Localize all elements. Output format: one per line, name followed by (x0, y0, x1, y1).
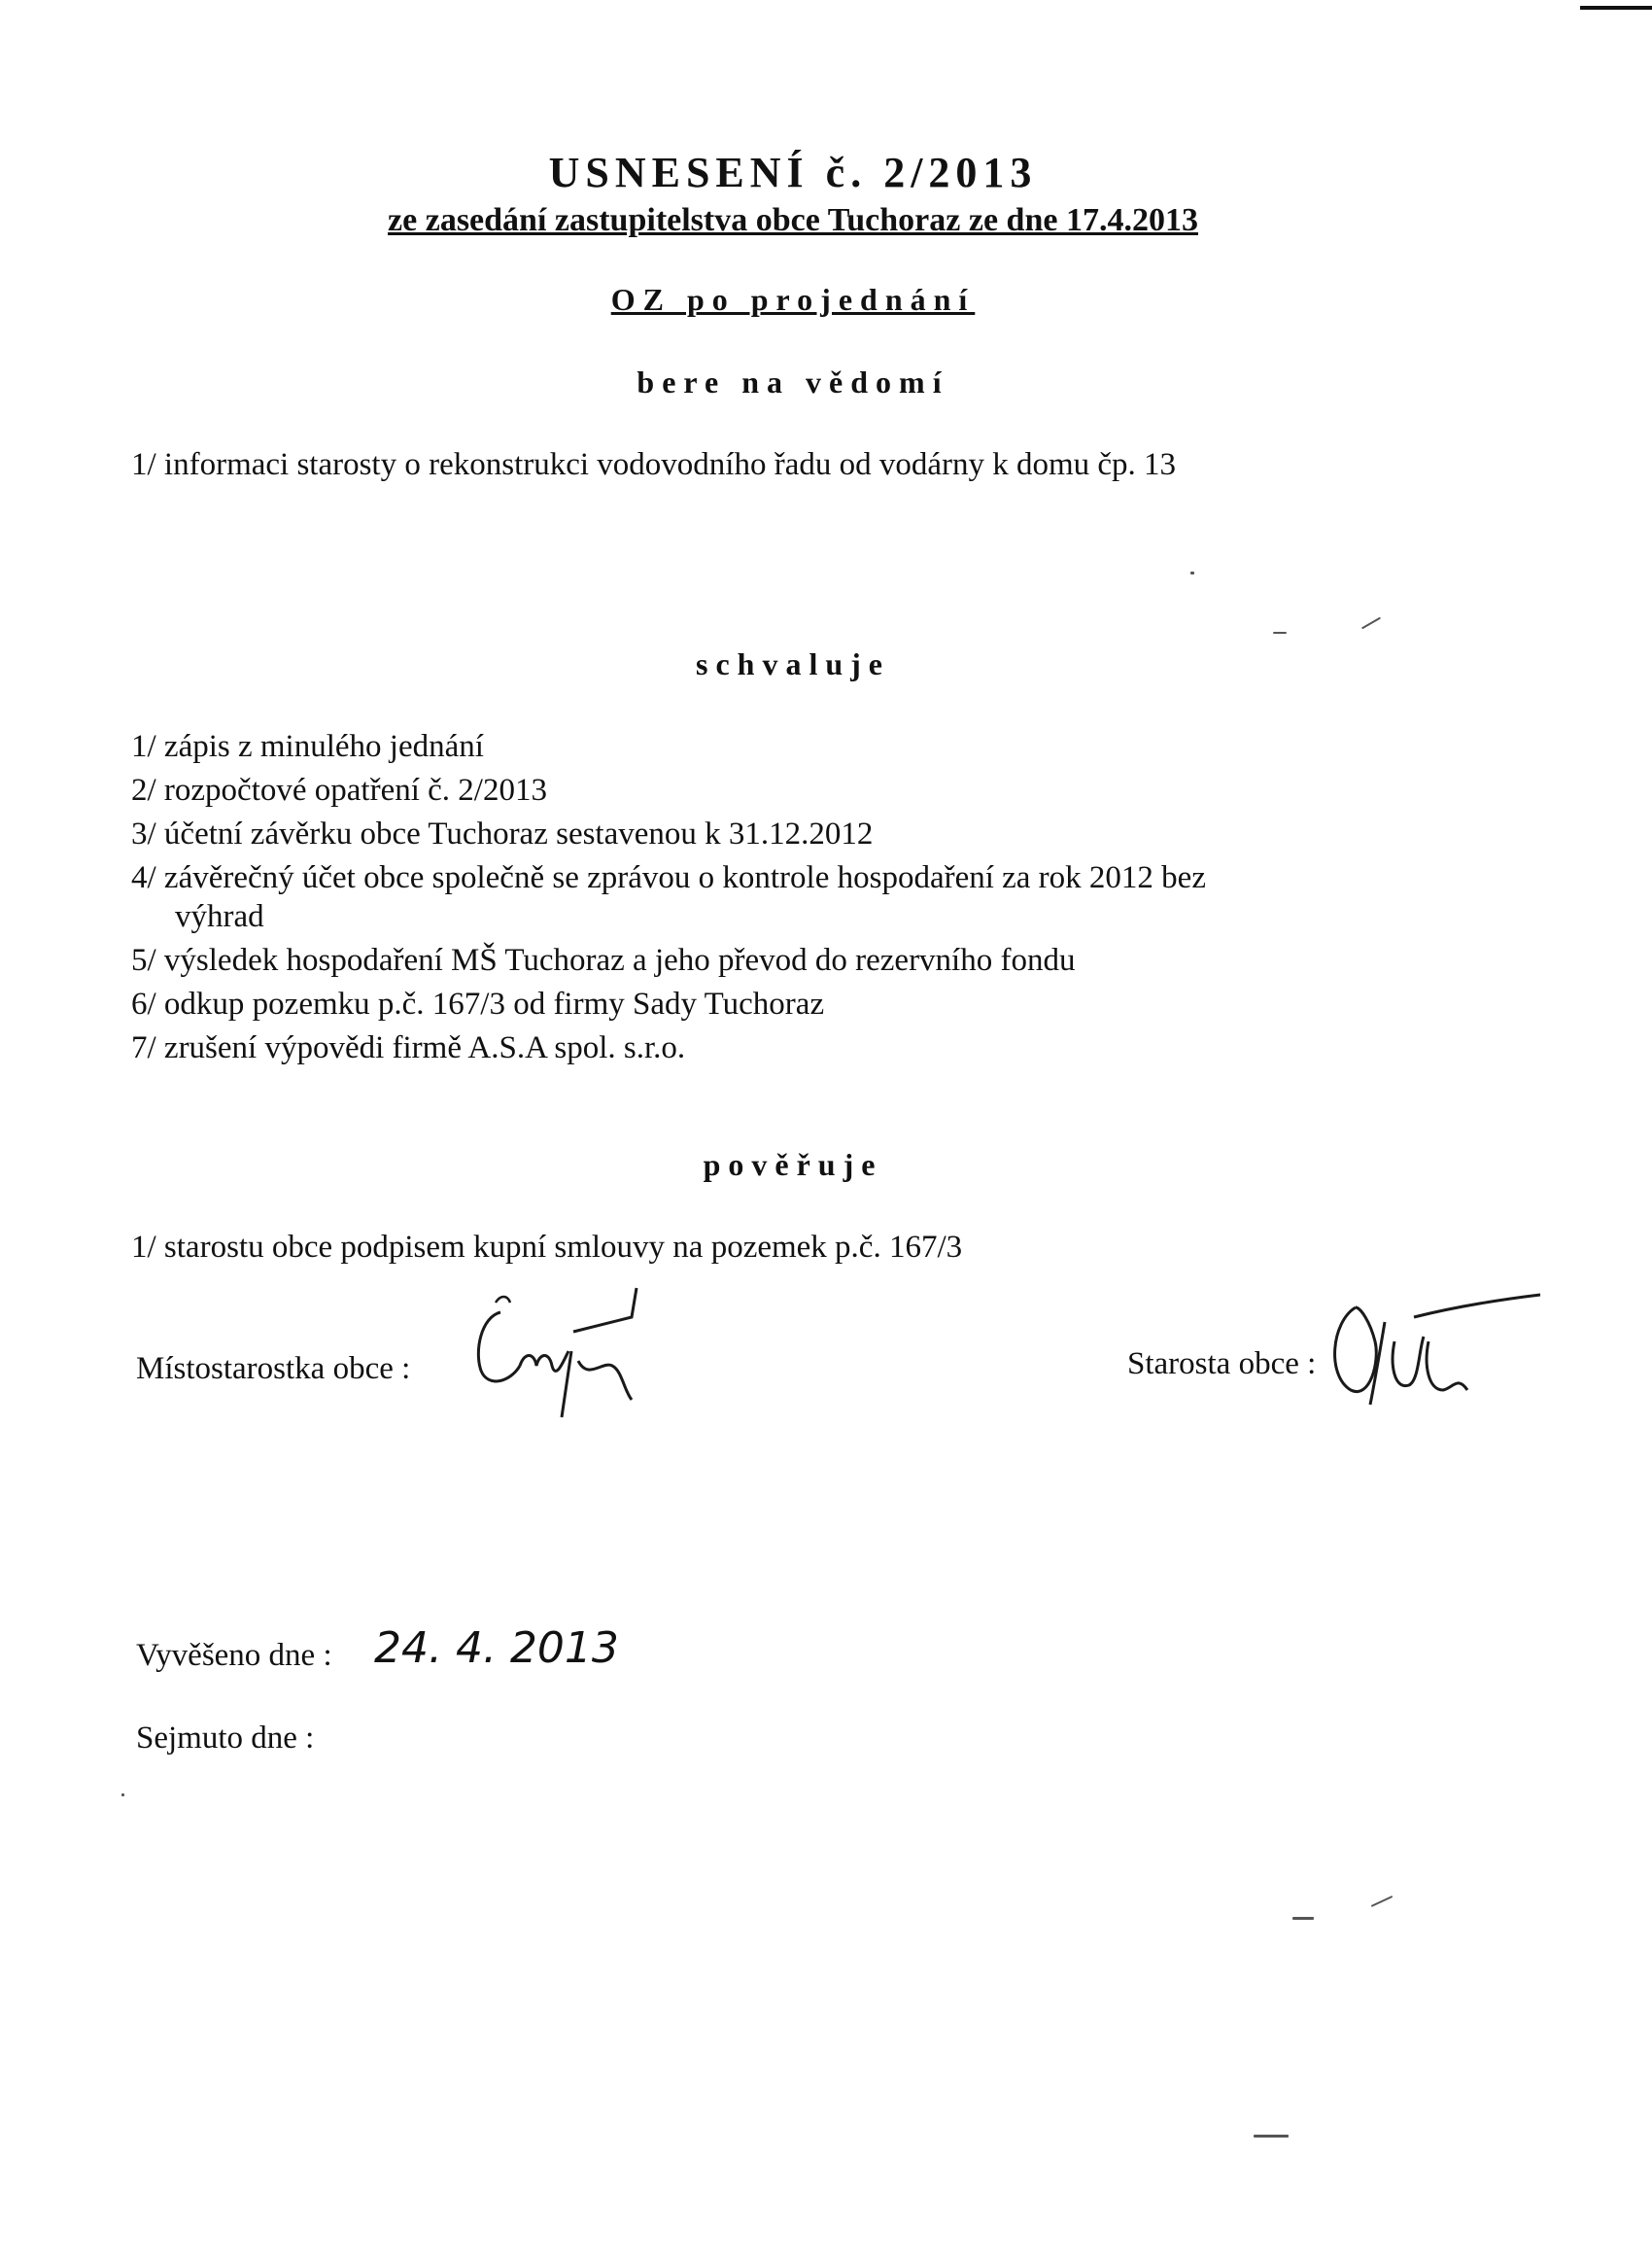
document-subtitle: ze zasedání zastupitelstva obce Tuchoraz ze dne 17.4.2013 (388, 202, 1198, 238)
approved-item-3: 3/ účetní závěrku obce Tuchoraz sestavenou k 31.12.2012 (131, 817, 874, 852)
noted-item-1: 1/ informaci starosty o rekonstrukci vodovodního řadu od vodárny k domu čp. 13 (131, 447, 1177, 482)
section-heading-noted: bere na vědomí (637, 365, 949, 400)
deputy-signature (466, 1273, 661, 1419)
approved-item-4: 4/ závěrečný účet obce společně se zprávou o kontrole hospodaření za rok 2012 bez (131, 860, 1206, 895)
removed-date-label: Sejmuto dne : (136, 1721, 315, 1756)
posted-date-handwritten: 24. 4. 2013 (374, 1623, 619, 1673)
scan-speck (121, 1793, 124, 1796)
mayor-signature-label: Starosta obce : (1127, 1346, 1317, 1381)
approved-item-2: 2/ rozpočtové opatření č. 2/2013 (131, 773, 547, 808)
mayor-signature (1326, 1283, 1550, 1409)
approved-item-4-continuation: výhrad (175, 899, 264, 934)
intro-heading: OZ po projednání (610, 282, 976, 317)
scan-speck (1190, 572, 1194, 574)
authorizes-item-1: 1/ starostu obce podpisem kupní smlouvy na pozemek p.č. 167/3 (131, 1230, 963, 1265)
approved-item-7: 7/ zrušení výpovědi firmě A.S.A spol. s.r.o. (131, 1030, 686, 1065)
scan-edge-mark (1580, 6, 1652, 10)
section-heading-authorizes: pověřuje (703, 1147, 883, 1182)
posted-date-label: Vyvěšeno dne : (136, 1638, 332, 1673)
scan-speck (1254, 2135, 1289, 2138)
approved-item-6: 6/ odkup pozemku p.č. 167/3 od firmy Sady Tuchoraz (131, 987, 825, 1022)
scan-speck (1361, 617, 1381, 630)
document-title: USNESENÍ č. 2/2013 (548, 149, 1038, 196)
approved-item-1: 1/ zápis z minulého jednání (131, 729, 484, 764)
approved-item-5: 5/ výsledek hospodaření MŠ Tuchoraz a jeho převod do rezervního fondu (131, 943, 1076, 978)
scan-speck (1371, 1896, 1394, 1907)
scan-speck (1273, 632, 1287, 634)
deputy-signature-label: Místostarostka obce : (136, 1351, 411, 1386)
section-heading-approved: schvaluje (696, 646, 890, 681)
scan-speck (1292, 1917, 1314, 1920)
